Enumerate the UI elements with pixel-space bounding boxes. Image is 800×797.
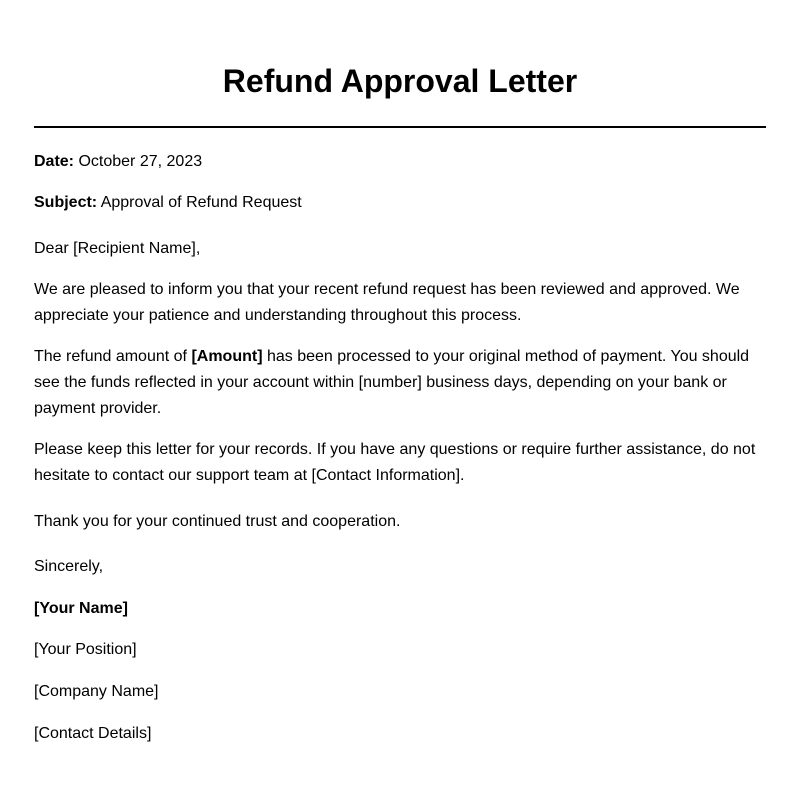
signature-name: [Your Name] bbox=[34, 600, 128, 617]
date-label: Date: bbox=[34, 153, 75, 170]
paragraph-thanks: Thank you for your continued trust and cooperation. bbox=[34, 513, 401, 530]
paragraph-refund-text-start: The refund amount of bbox=[34, 348, 192, 365]
subject-label: Subject: bbox=[34, 194, 98, 211]
greeting: Dear [Recipient Name], bbox=[34, 240, 201, 257]
closing: Sincerely, bbox=[34, 558, 104, 575]
signature-position: [Your Position] bbox=[34, 641, 137, 658]
paragraph-records: Please keep this letter for your records. If you have any questions or require further assistance, do not hesitate to contact our support team at [Contact Information]. bbox=[34, 441, 756, 484]
refund-amount-placeholder: [Amount] bbox=[191, 348, 263, 365]
subject-line bbox=[34, 190, 766, 216]
date-value: October 27, 2023 bbox=[78, 153, 203, 170]
signature-company: [Company Name] bbox=[34, 683, 159, 700]
signature-contact: [Contact Details] bbox=[34, 725, 152, 742]
subject-value: Approval of Refund Request bbox=[100, 194, 302, 211]
date-line bbox=[34, 149, 766, 175]
title-divider bbox=[34, 126, 766, 128]
letter-title: Refund Approval Letter bbox=[222, 63, 578, 99]
paragraph-refund-amount bbox=[34, 344, 766, 422]
paragraph-refund-text-end: has been processed to your original method of payment. You should see the funds reflected in your account within [number] business days, depending on your bank or payment provider. bbox=[34, 348, 750, 417]
paragraph-approval: We are pleased to inform you that your recent refund request has been reviewed and approved. We appreciate your patience and understanding throughout this process. bbox=[34, 281, 740, 324]
